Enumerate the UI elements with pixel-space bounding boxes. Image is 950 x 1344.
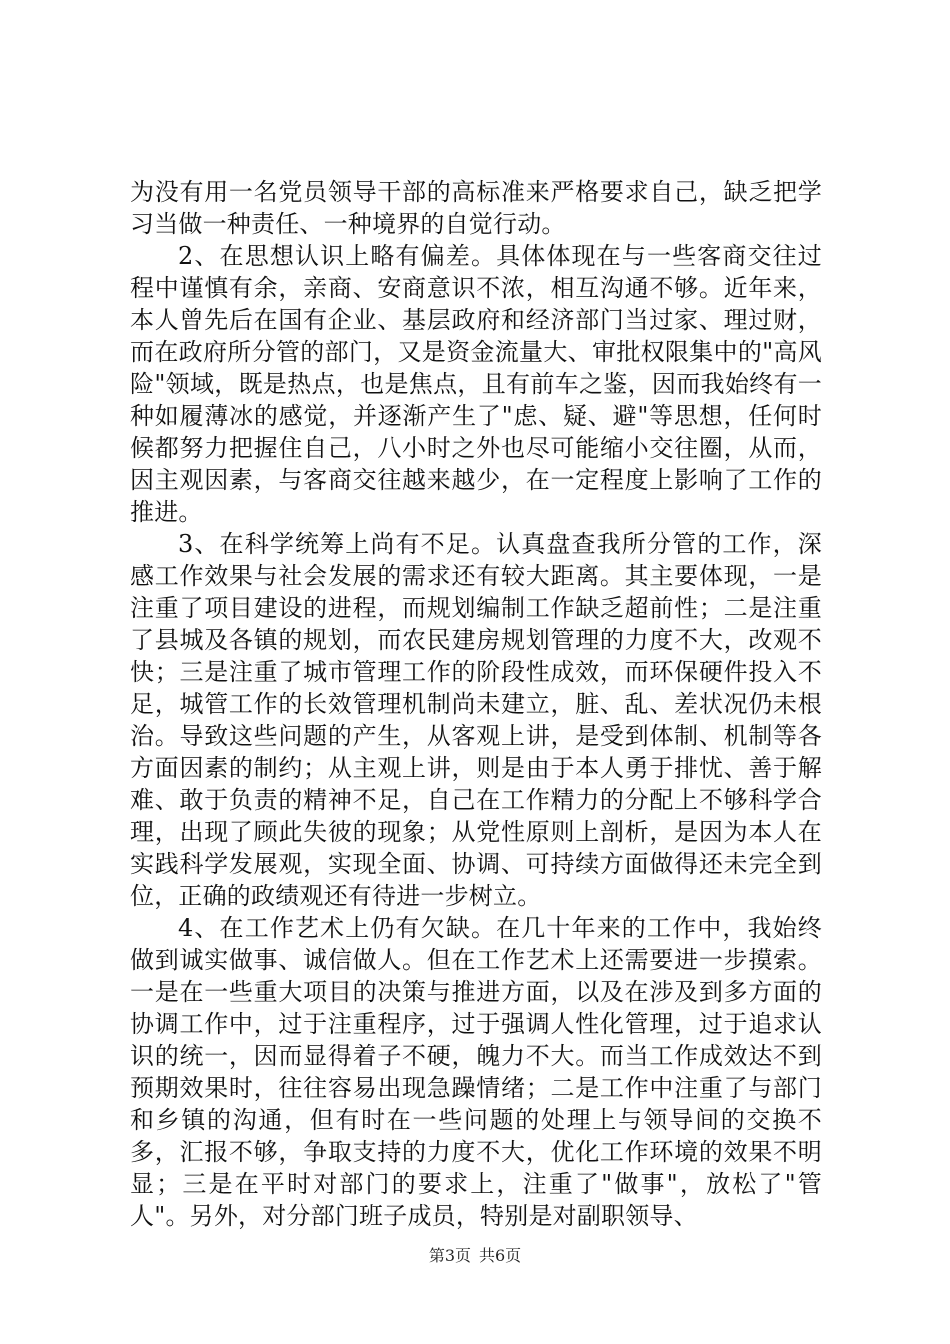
document-body (130, 176, 822, 1232)
page-footer (0, 1246, 950, 1266)
paragraph-4: 4、在工作艺术上仍有欠缺。在几十年来的工作中，我始终做到诚实做事、诚信做人。但在工作艺术上还需要进一步摸索。一是在一些重大项目的决策与推进方面，以及在涉及到多方面的协调工作中，过于注重程序，过于强调人性化管理，过于追求认识的统一，因而显得着子不硬，魄力不大。而当工作成效达不到预期效果时，往往容易出现急躁情绪；二是工作中注重了与部门和乡镇的沟通，但有时在一些问题的处理上与领导间的交换不多，汇报不够，争取支持的力度不大，优化工作环境的效果不明显；三是在平时对部门的要求上，注重了"做事"，放松了"管人"。另外，对分部门班子成员，特别是对副职领导、 (130, 914, 822, 1230)
page-number-total: 共6页 (479, 1246, 522, 1265)
page-number-current: 第3页 (428, 1246, 471, 1265)
paragraph-continuation: 为没有用一名党员领导干部的高标准来严格要求自己，缺乏把学习当做一种责任、一种境界的自觉行动。 (130, 178, 822, 238)
paragraph-2: 2、在思想认识上略有偏差。具体体现在与一些客商交往过程中谨慎有余，亲商、安商意识不浓，相互沟通不够。近年来，本人曾先后在国有企业、基层政府和经济部门当过家、理过财，而在政府所分管的部门，又是资金流量大、审批权限集中的"高风险"领域，既是热点，也是焦点，且有前车之鉴，因而我始终有一种如履薄冰的感觉，并逐渐产生了"虑、疑、避"等思想，任何时候都努力把握住自己，八小时之外也尽可能缩小交往圈，从而，因主观因素，与客商交往越来越少，在一定程度上影响了工作的推进。 (130, 242, 822, 526)
paragraph-3: 3、在科学统筹上尚有不足。认真盘查我所分管的工作，深感工作效果与社会发展的需求还有较大距离。其主要体现，一是注重了项目建设的进程，而规划编制工作缺乏超前性；二是注重了县城及各镇的规划，而农民建房规划管理的力度不大，改观不快；三是注重了城市管理工作的阶段性成效，而环保硬件投入不足，城管工作的长效管理机制尚未建立，脏、乱、差状况仍未根治。导致这些问题的产生，从客观上讲，是受到体制、机制等各方面因素的制约；从主观上讲，则是由于本人勇于排忧、善于解难、敢于负责的精神不足，自己在工作精力的分配上不够科学合理，出现了顾此失彼的现象；从党性原则上剖析，是因为本人在实践科学发展观，实现全面、协调、可持续方面做得还未完全到位，正确的政绩观还有待进一步树立。 (130, 530, 822, 910)
